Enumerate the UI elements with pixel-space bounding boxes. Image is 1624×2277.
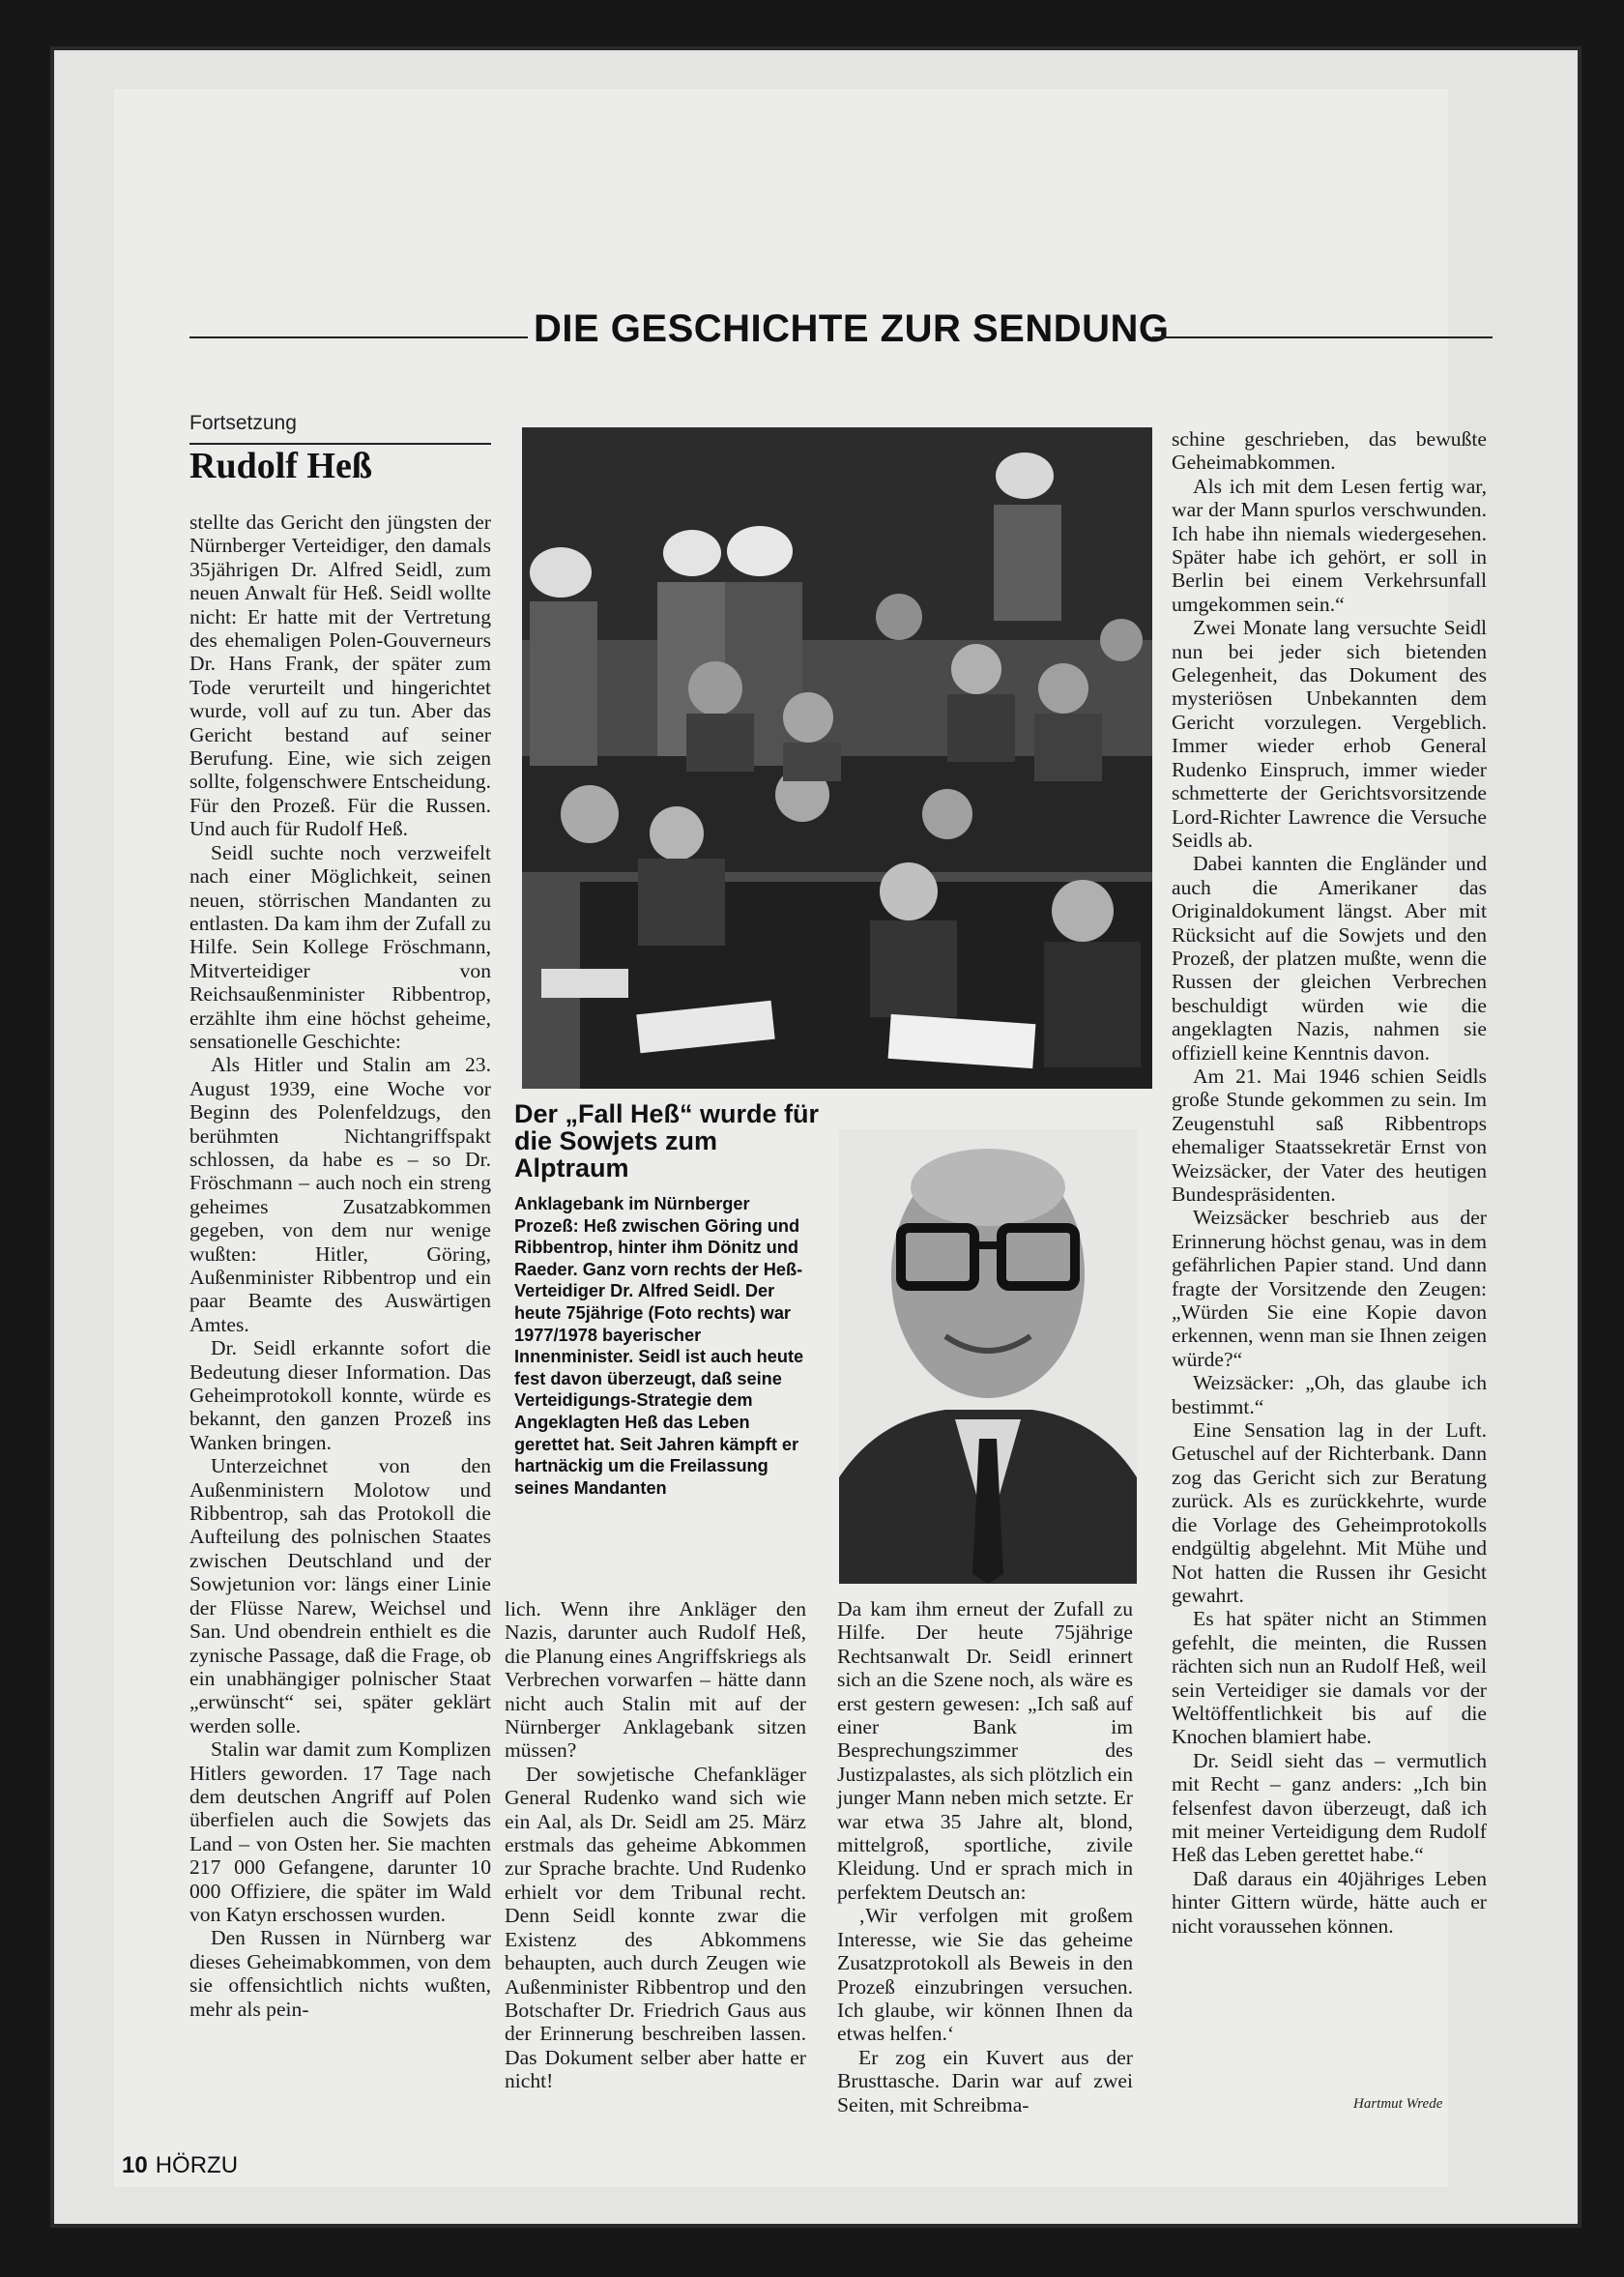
paragraph: Dr. Seidl erkannte sofort die Bedeutung dieser Information. Das Geheimprotokoll konnte, würde es bekannt, den ganzen Prozeß ins Wanken bringen. [189,1336,491,1454]
paragraph: Unterzeichnet von den Außenministern Molotow und Ribbentrop, sah das Protokoll die Aufteilung des polnischen Staates zwischen Deutschland und der Sowjetunion vor: längs einer Linie der Flüsse Narew, Weichsel und San. Und obendrein enthielt es die zynische Passage, daß die Frage, ob ein unabhängiger polnischer Staat „erwünscht“ sei, später geklärt werden solle. [189,1454,491,1737]
paragraph: Am 21. Mai 1946 schien Seidls große Stunde gekommen zu sein. Im Zeugenstuhl saß Ribbentrops ehemaliger Staatssekretär Ernst von Weizsäcker, der Vater des heutigen Bundespräsidenten. [1172,1064,1487,1206]
paragraph: Als ich mit dem Lesen fertig war, war der Mann spurlos verschwunden. Ich habe ihn niemals wiedergesehen. Später habe ich gehört, er soll in Berlin bei einem Verkehrsunfall umgekommen sein.“ [1172,474,1487,616]
paragraph: Er zog ein Kuvert aus der Brusttasche. Darin war auf zwei Seiten, mit Schreibma- [837,2045,1133,2116]
paragraph: schine geschrieben, das bewußte Geheimabkommen. [1172,427,1487,475]
paragraph: stellte das Gericht den jüngsten der Nürnberger Verteidiger, den damals 35jährigen Dr. Alfred Seidl, zum neuen Anwalt für Heß. Seidl wollte nicht: Er hatte mit der Vertretung des ehemaligen Polen-Gouverneurs Dr. Hans Frank, der später zum Tode verurteilt und hingerichtet wurde, voll auf zu tun. Aber das Gericht bestand auf seiner Berufung. Eine, wie sich zeigen sollte, folgenschwere Entscheidung. Für den Prozeß. Für die Russen. Und auch für Rudolf Heß. [189,511,491,841]
magazine-name: HÖRZU [155,2152,239,2178]
paragraph: Stalin war damit zum Komplizen Hitlers geworden. 17 Tage nach dem deutschen Angriff auf Polen überfielen auch die Sowjets das Land – von Osten her. Sie machten 217 000 Gefangene, darunter 10 000 Offiziere, die später im Wald von Katyn erschossen wurden. [189,1737,491,1926]
article-title: Rudolf Heß [189,446,372,486]
paragraph: Den Russen in Nürnberg war dieses Geheimabkommen, von dem sie offensichtlich nichts wußten, mehr als pein- [189,1926,491,2021]
paragraph: Weizsäcker beschrieb aus der Erinnerung höchst genau, was in dem gefährlichen Papier stand. Und dann fragte der Vorsitzende den Zeugen: „Würden Sie eine Kopie davon erkennen, wenn man sie Ihnen zeigen würde?“ [1172,1206,1487,1371]
portrait-photo [839,1129,1137,1584]
paragraph: Als Hitler und Stalin am 23. August 1939, eine Woche vor Beginn des Polenfeldzugs, den berühmten Nichtangriffspakt schlossen, da habe es – so Dr. Fröschmann – auch noch ein streng geheimes Zusatzabkommen gegeben, von dem nur wenige wußten: Hitler, Göring, Außenminister Ribbentrop und ein paar Beamte des Auswärtigen Amtes. [189,1053,491,1336]
courtroom-photo [522,427,1152,1089]
page-footer [122,2152,238,2179]
paragraph: Es hat später nicht an Stimmen gefehlt, die meinten, die Russen rächten sich nun an Rudolf Heß, weil sein Verteidiger sie damals vor der Weltöffentlichkeit bis auf die Knochen blamiert habe. [1172,1607,1487,1749]
courtroom-photo-image [522,427,1152,1089]
paragraph: Der sowjetische Chefankläger General Rudenko wand sich wie ein Aal, als Dr. Seidl am 25. März erstmals das geheime Abkommen zur Sprache brachte. Und Rudenko erhielt vor dem Tribunal recht. Denn Seidl konnte zwar die Existenz des Abkommens behaupten, auch durch Zeugen wie Außenminister Ribbentrop und den Botschafter Dr. Friedrich Gaus aus der Erinnerung beschreiben lassen. Das Dokument selber aber hatte er nicht! [505,1762,806,2093]
author-byline: Hartmut Wrede [1353,2096,1443,2112]
page-number: 10 [122,2152,148,2178]
article-column-2 [505,1597,806,2093]
paragraph: Seidl suchte noch verzweifelt nach einer Möglichkeit, seinen neuen, störrischen Mandanten zu entlasten. Da kam ihm der Zufall zu Hilfe. Sein Kollege Fröschmann, Mitverteidiger von Reichsaußenminister Ribbentrop, erzählte ihm eine höchst geheime, sensationelle Geschichte: [189,840,491,1053]
photo-caption-title: Der „Fall Heß“ wurde für die Sowjets zum Alptraum [514,1099,820,1182]
kicker-rule-left [189,336,528,338]
continued-label: Fortsetzung [189,412,297,434]
paragraph: Zwei Monate lang versuchte Seidl nun bei jeder sich bietenden Gelegenheit, das Dokument des mysteriösen Unbekannten dem Gericht vorzulegen. Vergeblich. Immer wieder erhob General Rudenko Einspruch, immer wieder schmetterte der Gerichtsvorsitzende Lord-Richter Lawrence die Versuche Seidls ab. [1172,616,1487,852]
article-column-4 [1172,427,1487,1938]
paragraph: Dabei kannten die Engländer und auch die Amerikaner das Originaldokument längst. Aber mit Rücksicht auf die Sowjets und den Prozeß, der platzen mußte, wenn die Russen der gleichen Verbrechen beschuldigt würden wie die angeklagten Nazis, nahmen sie offiziell keine Kenntnis davon. [1172,852,1487,1065]
paragraph: ‚Wir verfolgen mit großem Interesse, wie Sie das geheime Zusatzprotokoll als Beweis in den Prozeß einzubringen versuchen. Ich glaube, wir können Ihnen da etwas helfen.‘ [837,1904,1133,2046]
paragraph: Da kam ihm erneut der Zufall zu Hilfe. Der heute 75jährige Rechtsanwalt Dr. Seidl erinnert sich an die Szene noch, als wäre es erst gestern gewesen: „Ich saß auf einer Bank im Besprechungszimmer des Justizpalastes, als sich plötzlich ein junger Mann neben mich setzte. Er war etwa 35 Jahre alt, blond, mittelgroß, sportliche, zivile Kleidung. Und er sprach mich in perfektem Deutsch an: [837,1597,1133,1904]
paragraph: Eine Sensation lag in der Luft. Getuschel auf der Richterbank. Dann zog das Gericht sich zur Beratung zurück. Als es zurückkehrte, wurde die Vorlage des Geheimprotokolls endgültig abgelehnt. Mit Mühe und Not hatten die Russen ihr Gesicht gewahrt. [1172,1418,1487,1607]
paragraph: Daß daraus ein 40jähriges Leben hinter Gittern würde, hätte auch er nicht voraussehen können. [1172,1866,1487,1938]
photo-caption: Anklagebank im Nürnberger Prozeß: Heß zwischen Göring und Ribbentrop, hinter ihm Dönitz und Raeder. Ganz vorn rechts der Heß-Verteidiger Dr. Alfred Seidl. Der heute 75jährige (Foto rechts) war 1977/1978 bayerischer Innenminister. Seidl ist auch heute fest davon überzeugt, daß seine Verteidigungs-Strategie dem Angeklagten Heß das Leben gerettet hat. Seit Jahren kämpft er hartnäckig um die Freilassung seines Mandanten [514,1194,804,1498]
article-column-1 [189,511,491,2021]
article-column-3 [837,1597,1133,2116]
portrait-photo-image [839,1129,1137,1584]
paragraph: lich. Wenn ihre Ankläger den Nazis, darunter auch Rudolf Heß, die Planung eines Angriffskriegs als Verbrechen vorwarfen – hätte dann nicht auch Stalin mit auf der Nürnberger Anklagebank sitzen müssen? [505,1597,806,1763]
paragraph: Dr. Seidl sieht das – vermutlich mit Recht – ganz anders: „Ich bin felsenfest davon überzeugt, daß ich mit meiner Verteidigung dem Rudolf Heß das Leben gerettet habe.“ [1172,1748,1487,1867]
paragraph: Weizsäcker: „Oh, das glaube ich bestimmt.“ [1172,1371,1487,1418]
kicker-rule-right [1152,336,1493,338]
section-kicker: DIE GESCHICHTE ZUR SENDUNG [534,307,1170,350]
